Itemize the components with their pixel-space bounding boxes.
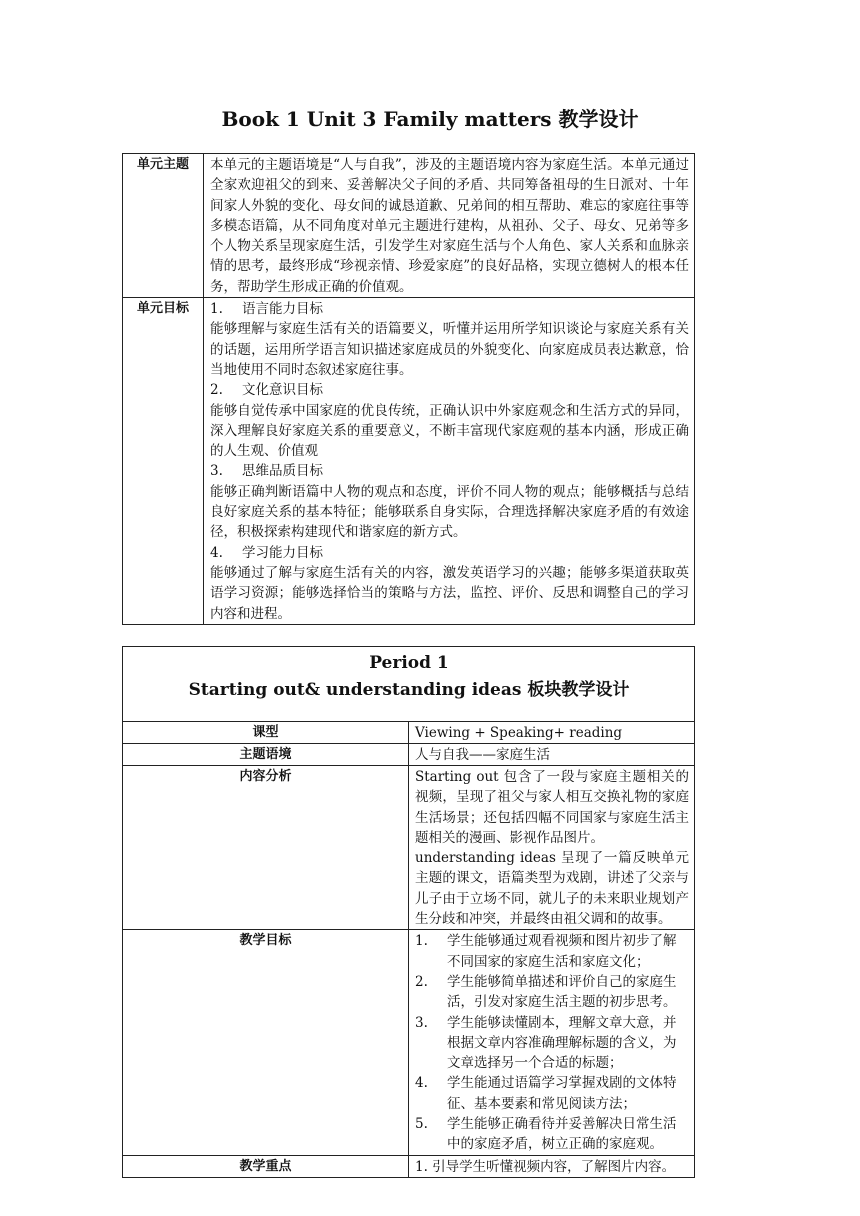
lesson-type-value: Viewing + Speaking+ reading [409, 722, 695, 744]
table-row-unit-goals [123, 298, 695, 625]
lesson-type-label: 课型 [123, 722, 409, 744]
goal-text: 能够通过了解与家庭生活有关的内容，激发英语学习的兴趣；能够多渠道获取英语学习资源；能够选择恰当的策略与方法，监控、评价、反思和调整自己的学习内容和进程。 [210, 564, 689, 622]
list-item: 5. 学生能够正确看待并妥善解决日常生活中的家庭矛盾，树立正确的家庭观。 [415, 1116, 677, 1153]
teaching-focus-value: 1. 引导学生听懂视频内容，了解图片内容。 [409, 1155, 695, 1177]
table-row-teaching-focus [123, 1155, 695, 1177]
list-item: 3. 学生能够读懂剧本，理解文章大意，并根据文章内容准确理解标题的含义，为文章选择另一个合适的标题； [415, 1014, 677, 1072]
list-item: 2. 学生能够简单描述和评价自己的家庭生活，引发对家庭生活主题的初步思考。 [415, 973, 677, 1011]
goal-heading: 3. 思维品质目标 [210, 463, 323, 480]
list-item: 1. 学生能够通过观看视频和图片初步了解不同国家的家庭生活和家庭文化； [415, 933, 677, 970]
content-analysis-cell [409, 766, 695, 930]
unit-theme-cell [204, 154, 695, 298]
table-row-content-analysis [123, 766, 695, 930]
theme-context-value: 人与自我——家庭生活 [409, 744, 695, 766]
table-row-period-header [123, 647, 695, 722]
unit-goals-label: 单元目标 [123, 298, 204, 625]
period-header-cell [123, 647, 695, 722]
unit-theme-label: 单元主题 [123, 154, 204, 298]
table-row-lesson-type [123, 722, 695, 744]
goal-text: 能够正确判断语篇中人物的观点和态度，评价不同人物的观点；能够概括与总结良好家庭关系的基本特征；能够联系自身实际，合理选择解决家庭矛盾的有效途径，积极探索构建现代和谐家庭的新方式。 [210, 483, 689, 541]
objectives-list [415, 931, 689, 1154]
table-row-teaching-objectives [123, 930, 695, 1155]
goal-heading: 2. 文化意识目标 [210, 382, 323, 399]
teaching-objectives-cell [409, 930, 695, 1155]
document-title: Book 1 Unit 3 Family matters 教学设计 [221, 107, 639, 131]
period-subtitle: Starting out& understanding ideas 板块教学设计 [188, 680, 630, 700]
unit-theme-text: 本单元的主题语境是“人与自我”，涉及的主题语境内容为家庭生活。本单元通过全家欢迎祖父的到来、妥善解决父子间的矛盾、共同筹备祖母的生日派对、十年间家人外貌的变化、母女间的诚恳道歉、兄弟间的相互帮助、难忘的家庭往事等多模态语篇，从不同角度对单元主题进行建构，从祖孙、父子、母女、兄弟等多个人物关系呈现家庭生活，引发学生对家庭生活与个人角色、家人关系和血脉亲情的思考，最终形成“珍视亲情、珍爱家庭”的良好品格，实现立德树人的根本任务，帮助学生形成正确的价值观。 [210, 157, 689, 295]
goal-heading: 1. 语言能力目标 [210, 301, 323, 318]
goal-heading: 4. 学习能力目标 [210, 544, 323, 561]
table-row-unit-theme [123, 154, 695, 298]
theme-context-label: 主题语境 [123, 744, 409, 766]
unit-overview-table [122, 153, 695, 625]
period-plan-table [122, 646, 695, 1178]
analysis-paragraph: Starting out 包含了一段与家庭主题相关的视频，呈现了祖父与家人相互交换礼物的家庭生活场景；还包括四幅不同国家与家庭生活主题相关的漫画、影视作品图片。 [415, 769, 689, 846]
goal-text: 能够自觉传承中国家庭的优良传统，正确认识中外家庭观念和生活方式的异同，深入理解良好家庭关系的重要意义，不断丰富现代家庭观的基本内涵，形成正确的人生观、价值观 [210, 402, 689, 460]
unit-goals-cell [204, 298, 695, 625]
period-title: Period 1 [369, 653, 449, 673]
table-row-theme-context [123, 744, 695, 766]
content-analysis-label: 内容分析 [123, 766, 409, 930]
teaching-focus-label: 教学重点 [123, 1155, 409, 1177]
list-item: 4. 学生能通过语篇学习掌握戏剧的文体特征、基本要素和常见阅读方法； [415, 1075, 677, 1112]
goal-text: 能够理解与家庭生活有关的语篇要义，听懂并运用所学知识谈论与家庭关系有关的话题，运用所学语言知识描述家庭成员的外貌变化、向家庭成员表达歉意，恰当地使用不同时态叙述家庭往事。 [210, 321, 689, 378]
analysis-paragraph: understanding ideas 呈现了一篇反映单元主题的课文，语篇类型为戏剧，讲述了父亲与儿子由于立场不同，就儿子的未来职业规划产生分歧和冲突，并最终由祖父调和的故事。 [415, 850, 689, 928]
teaching-objectives-label: 教学目标 [123, 930, 409, 1155]
